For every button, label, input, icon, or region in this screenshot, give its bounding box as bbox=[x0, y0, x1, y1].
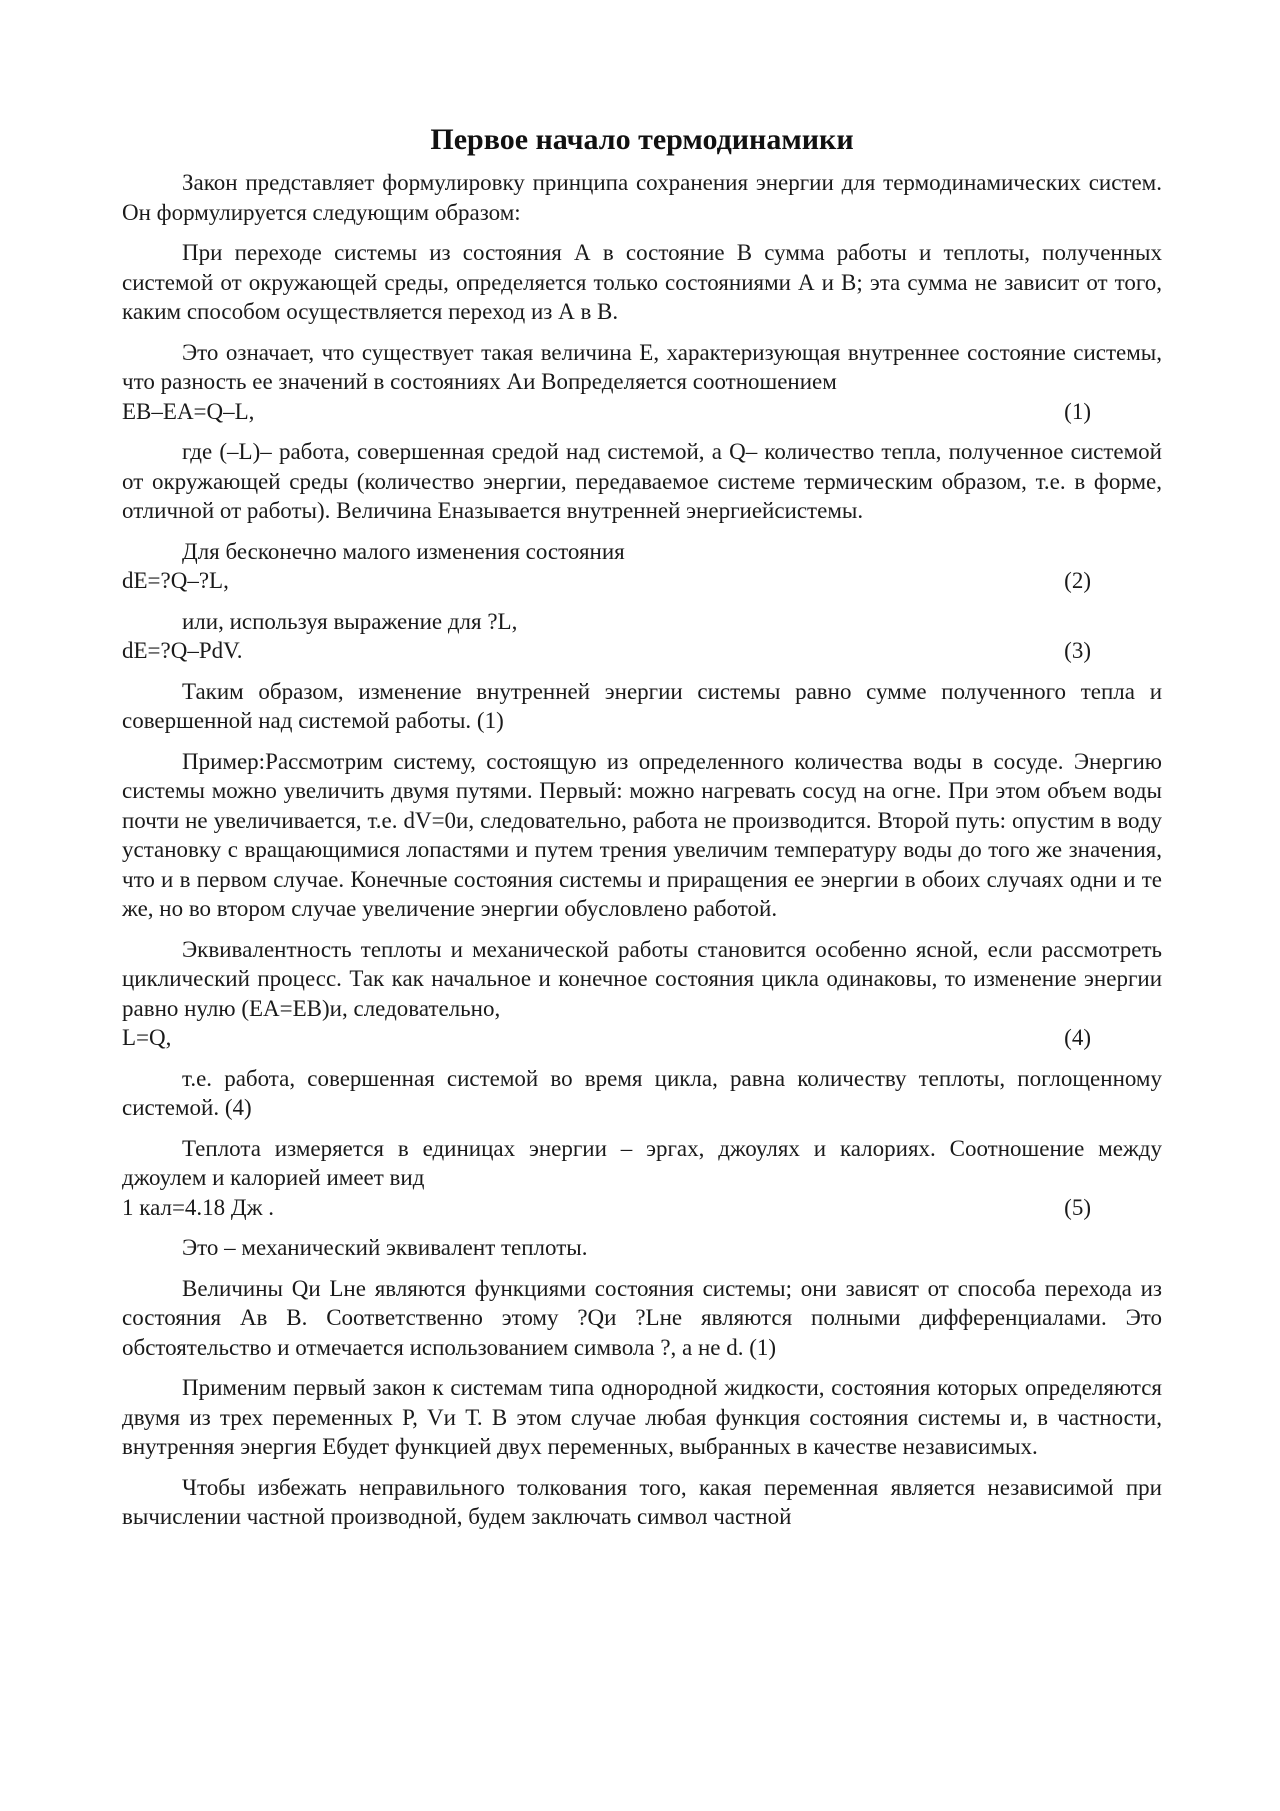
formula-1-number: (1) bbox=[1064, 398, 1091, 424]
paragraph-conclusion: Таким образом, изменение внутренней энергии системы равно сумме полученного тепла и совершенной над системой работы. (1) bbox=[122, 678, 1162, 733]
paragraph-state-functions: Величины Qи Lне являются функциями состояния системы; они зависят от способа перехода из состояния Ав В. Соответственно этому ?Qи ?Lне являются полными дифференциалами. Это обстоятельство и отмечается использованием символа ?, а не d. (1) bbox=[122, 1275, 1162, 1360]
formula-4 bbox=[122, 1023, 1162, 1053]
paragraph-heat-units: Теплота измеряется в единицах энергии – эргах, джоулях и калориях. Соотношение между джоулем и калорией имеет вид bbox=[122, 1135, 1162, 1190]
paragraph-infinitesimal: Для бесконечно малого изменения состояния bbox=[182, 538, 625, 564]
formula-2-number: (2) bbox=[1064, 568, 1091, 593]
paragraph-cycle-work: т.е. работа, совершенная системой во время цикла, равна количеству теплоты, поглощенному системой. (4) bbox=[122, 1065, 1162, 1120]
paragraph-work-definition: где (–L)– работа, совершенная средой над системой, а Q– количество тепла, полученное системой от окружающей среды (количество энергии, передаваемое системе термическим образом, т.е. в форме, отличной от работы). Величина Еназывается внутренней энергиейсистемы. bbox=[122, 439, 1162, 523]
formula-5-number: (5) bbox=[1064, 1194, 1091, 1220]
formula-4-number: (4) bbox=[1064, 1025, 1091, 1050]
paragraph-internal-energy: Это означает, что существует такая величина Е, характеризующая внутреннее состояние системы, что разность ее значений в состояниях Аи Вопределяется соотношением bbox=[122, 339, 1162, 394]
formula-2 bbox=[122, 566, 1162, 596]
paragraph-using-expression: или, используя выражение для ?L, bbox=[182, 608, 518, 634]
paragraph-equivalence: Эквивалентность теплоты и механической работы становится особенно ясной, если рассмотреть циклический процесс. Так как начальное и конечное состояния цикла одинаковы, то изменение энергии равно нулю (ЕА=ЕВ)и, следовательно, bbox=[122, 936, 1162, 1021]
formula-3-number: (3) bbox=[1064, 638, 1091, 663]
formula-3 bbox=[122, 636, 1162, 666]
formula-4-expression: L=Q, bbox=[122, 1025, 172, 1050]
paragraph-intro: Закон представляет формулировку принципа сохранения энергии для термодинамических систем. Он формулируется следующим образом: bbox=[122, 170, 1162, 225]
paragraph-homogeneous-fluid: Применим первый закон к системам типа однородной жидкости, состояния которых определяются двумя из трех переменных Р, Vи Т. В этом случае любая функция состояния системы и, в частности, внутренняя энергия Ебудет функцией двух переменных, выбранных в качестве независимых. bbox=[122, 1375, 1162, 1459]
paragraph-law-statement: При переходе системы из состояния А в состояние В сумма работы и теплоты, полученных системой от окружающей среды, определяется только состояниями А и В; эта сумма не зависит от того, каким способом осуществляется переход из А в В. bbox=[122, 240, 1162, 324]
paragraph-mechanical-equivalent: Это – механический эквивалент теплоты. bbox=[182, 1235, 588, 1260]
paragraph-example: Пример:Рассмотрим систему, состоящую из определенного количества воды в сосуде. Энергию системы можно увеличить двумя путями. Первый: можно нагревать сосуд на огне. При этом объем воды почти не увеличивается, т.е. dV=0и, следовательно, работа не производится. Второй путь: опустим в воду установку с вращающимися лопастями и путем трения увеличим температуру воды до того же значения, что и в первом случае. Конечные состояния системы и приращения ее энергии в обоих случаях одни и те же, но во втором случае увеличение энергии обусловлено работой. bbox=[122, 748, 1162, 921]
formula-3-expression: dE=?Q–PdV. bbox=[122, 638, 243, 663]
paragraph-partial-derivative: Чтобы избежать неправильного толкования того, какая переменная является независимой при вычислении частной производной, будем заключать символ частной bbox=[122, 1474, 1162, 1529]
formula-2-expression: dE=?Q–?L, bbox=[122, 568, 229, 593]
formula-1 bbox=[122, 397, 1162, 427]
formula-5 bbox=[122, 1193, 1162, 1223]
formula-1-expression: ЕВ–ЕА=Q–L, bbox=[122, 398, 255, 424]
page-title: Первое начало термодинамики bbox=[430, 123, 854, 156]
formula-5-expression: 1 кал=4.18 Дж . bbox=[122, 1194, 275, 1220]
